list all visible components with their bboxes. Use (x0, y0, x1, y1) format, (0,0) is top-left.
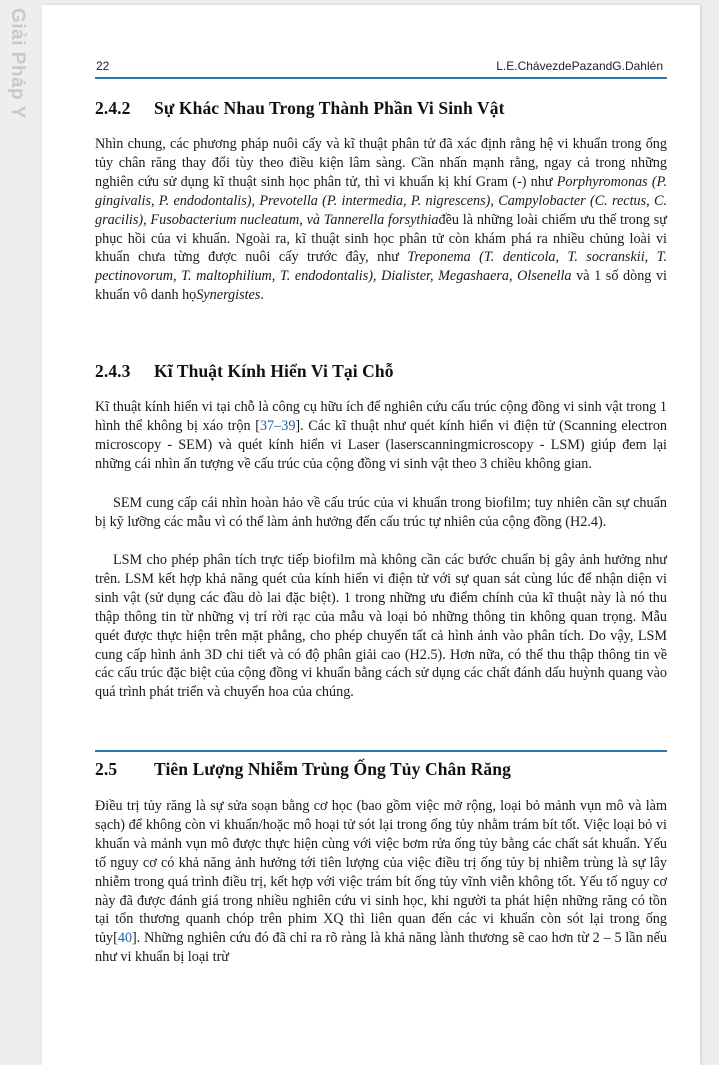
section-heading-2-4-2 (95, 98, 505, 119)
section-heading-2-5 (95, 759, 511, 780)
paragraph-2-4-3-a: Kĩ thuật kính hiển vi tại chỗ là công cụ hữu ích để nghiên cứu cấu trúc cộng đồng vi sinh vật trong 1 hình thể không bị xáo trộn [37–39]. Các kĩ thuật như quét kính hiển vi điện tử (Scanning electron microscopy - SEM) và quét kính hiển vi Laser (laserscanningmicroscopy - LSM) giúp đem lại những cái nhìn ấn tượng về cấu trúc của cộng đồng vi sinh vật theo 3 chiều không gian. (95, 399, 668, 472)
page-number: 22 (96, 59, 110, 73)
section-rule (95, 750, 667, 752)
paragraph-2-4-3-b: SEM cung cấp cái nhìn hoàn hảo về cấu trúc của vi khuẩn trong biofilm; tuy nhiên cần sự chuẩn bị kỹ lưỡng các mẫu vì có thể làm ảnh hưởng đến cấu trúc tự nhiên của cộng đồng (H2.4). (95, 495, 667, 530)
section-heading-2-4-3 (95, 361, 394, 382)
section-title: Kĩ Thuật Kính Hiển Vi Tại Chỗ (154, 361, 394, 381)
citation-link[interactable]: 40 (117, 930, 133, 947)
watermark-text: Giải Pháp Y (7, 8, 28, 119)
paragraph-2-4-2: Nhìn chung, các phương pháp nuôi cấy và kĩ thuật phân tử đã xác định rằng hệ vi khuẩn trong ống tủy chân răng thay đổi tùy theo điều kiện lâm sàng. Cần nhấn mạnh rằng, ngay cả trong những nghiên cứu sử dụng kĩ thuật sinh học phân tử, thì vi khuẩn kị khí Gram (-) như Porphyromonas (P. gingivalis, P. endodontalis), Prevotella (P. intermedia, P. nigrescens), Campylobacter (C. rectus, C. gracilis), Fusobacterium nucleatum, và Tannerella forsythiađều là những loài chiếm ưu thế trong sự phục hồi của vi khuẩn. Ngoài ra, kĩ thuật sinh học phân tử còn khám phá ra nhiều chủng loài vi khuẩn chưa từng được nuôi cấy trước đây, như Treponema (T. denticola, T. socranskii, T. pectinovorum, T. maltophilium, T. endodontalis), Dialister, Megashaera, Olsenella và 1 số dòng vi khuẩn vô danh họSynergistes. (95, 136, 668, 304)
document-page (42, 5, 700, 1065)
paragraph-2-5: Điều trị tủy răng là sự sửa soạn bằng cơ học (bao gồm việc mở rộng, loại bỏ mảnh vụn mô và làm sạch) để không còn vi khuẩn/hoặc mô hoại tử sót lại trong ống tủy nhằm trám bít tốt. Việc loại bỏ vi khuẩn và mảnh vụn mô được thực hiện cùng với việc bơm rửa ống tủy bằng các chất sát khuẩn. Yếu tố nguy cơ có khả năng ảnh hưởng tới tiên lượng của việc điều trị ống tủy bị nhiễm trùng là sự lây nhiễm trong quá trình điều trị, kết hợp với việc trám bít ống tủy vĩnh viễn không tốt. Yếu tố nguy cơ này đã được đánh giá trong nhiều nghiên cứu vi sinh học, khi người ta phát hiện những răng có tồn tại tổn thương quanh chóp trên phim XQ thì liên quan đến các vi khuẩn còn sót lại trong ống tủy[40]. Những nghiên cứu đó đã chỉ ra rõ ràng là khả năng lành thương sẽ cao hơn từ 2 – 5 lần nếu như vi khuẩn bị loại trừ (95, 798, 667, 966)
section-number: 2.4.2 (95, 98, 131, 118)
section-title: Tiên Lượng Nhiễm Trùng Ống Tủy Chân Răng (154, 759, 511, 779)
section-number: 2.4.3 (95, 361, 131, 381)
section-title: Sự Khác Nhau Trong Thành Phần Vi Sinh Vật (154, 98, 505, 118)
running-header (95, 57, 667, 75)
citation-link[interactable]: 37–39 (259, 417, 296, 434)
section-number: 2.5 (95, 759, 118, 779)
header-rule (95, 77, 667, 79)
paragraph-2-4-3-c: LSM cho phép phân tích trực tiếp biofilm mà không cần các bước chuẩn bị gây ảnh hưởng như trên. LSM kết hợp khả năng quét của kính hiển vi điện tử với sự quan sát cùng lúc để nhận diện vi sinh vật (sử dụng các đầu dò lai đặc biệt). 1 trong những ưu điểm chính của kĩ thuật này là nó thu thập thông tin từ những vị trí rời rạc của mẫu và loại bỏ những thông tin không quan trọng. Mẫu quét được thực hiện trên mặt phẳng, cho phép chuyển tất cả hình ảnh vào phân tích. Do vậy, LSM cung cấp hình ảnh 3D chi tiết và có độ phân giải cao (H2.5). Hơn nữa, có thể thu thập thông tin về các cấu trúc đặc biệt của cộng đồng vi khuẩn bằng cách sử dụng các chất đánh dấu huỳnh quang vào quá trình phát triển và chuyển hoa của chúng. (95, 552, 667, 701)
header-authors: L.E.ChávezdePazandG.Dahlén (496, 59, 663, 73)
